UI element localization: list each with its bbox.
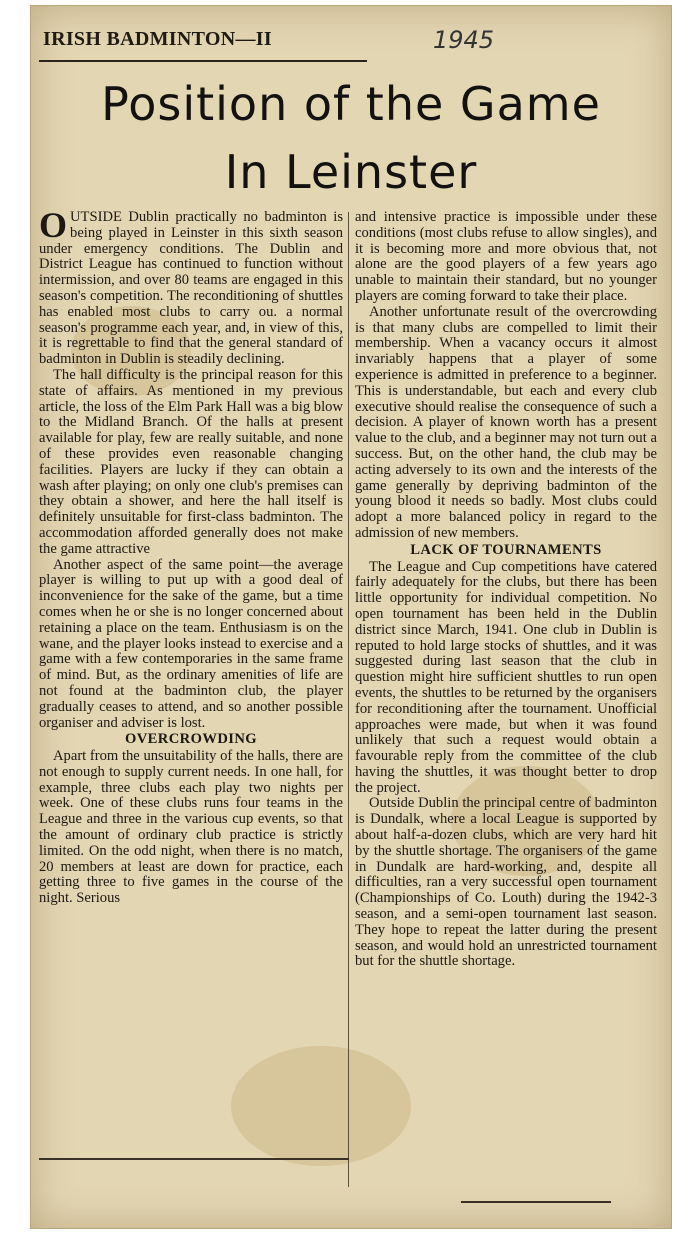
headline-line-2: In Leinster (224, 145, 478, 199)
series-title: IRISH BADMINTON—II (43, 28, 272, 50)
paper-stain (231, 1046, 411, 1166)
paragraph: OUTSIDE Dublin practically no badminton is being played in Leinster in this sixth season under emergency conditions. The Dublin and District League has continued to function without intermission, and over 80 teams are engaged in this season's competition. The reconditioning of shuttles has enabled most clubs to carry ou. a normal season's programme each year, and, in view of this, it is regrettable to find that the general standard of badminton in Dublin is steadily declining. (39, 205, 343, 368)
article-column-right (355, 210, 657, 970)
paragraph: The League and Cup competitions have catered fairly adequately for the clubs, but there has been little opportunity for individual competition. No open tournament has been held in the Dublin district since March, 1941. One club in Dublin is reputed to hold large stocks of shuttles, and it was suggested during last season that the club in question might hire sufficient shuttles to run open events, the shuttles to be returned by the organisers for reconditioning after the tournament. Unofficial approaches were made, but when it was found unlikely that such a request would obtain a favourable reply from the committee of the club having the shuttles, it was thought better to drop the project. (355, 558, 657, 796)
end-rule (461, 1201, 611, 1203)
newspaper-clipping (30, 5, 672, 1229)
paragraph: Another aspect of the same point—the average player is willing to put up with a good deal of inconvenience for the sake of the game, but a time comes when he or she is no longer concerned about retaining a place on the team. Enthusiasm is on the wane, and the player looks instead to exercise and a game with a few contemporaries in the same frame of mind. But, as the ordinary amenities of life are not found at the badminton club, the player gradually ceases to attend, and so another possible organiser and adviser is lost. (39, 556, 343, 731)
paragraph: Outside Dublin the principal centre of badminton is Dundalk, where a local League is supported by about half-a-dozen clubs, which are very hard hit by the shuttle shortage. The organisers of the game in Dundalk are hard-working, and, despite all difficulties, ran a very successful open tournament (Championships of Co. Louth) during the 1942-3 season, and a semi-open tournament last season. They hope to repeat the latter during the present season, and would hold an unrestricted tournament but for the shuttle shortage. (355, 795, 657, 970)
column-divider (348, 212, 349, 1187)
handwritten-year: 1945 (433, 26, 495, 54)
paragraph: Another unfortunate result of the overcrowding is that many clubs are compelled to limit their membership. When a vacancy occurs it almost invariably happens that a player of some experience is admitted in preference to a beginner. This is understandable, but each and every club executive should realise the consequence of such a decision. A player of known worth has a present value to the club, and a beginner may not turn out a success. But, on the other hand, the club may be acting adversely to its own and the interests of the game generally by depriving badminton of the young blood it needs so badly. Most clubs could adopt a more balanced policy in regard to the admission of new members. (355, 303, 657, 541)
paragraph: The hall difficulty is the principal reason for this state of affairs. As mentioned in my previous article, the loss of the Elm Park Hall was a big blow to the Midland Branch. Of the halls at present available for play, few are really suitable, and none of these provides even reasonable changing facilities. Players are lucky if they can obtain a wash after playing; on only one club's premises can they obtain a shower, and here the hall itself is definitely unsuitable for first-class badminton. The accommodation afforded generally does not make the game attractive (39, 366, 343, 557)
paragraph: Apart from the unsuitability of the halls, there are not enough to supply current needs. In one hall, for example, three clubs each play two nights per week. One of these clubs runs four teams in the League and three in the various cup events, so that the amount of ordinary club practice is strictly limited. On the odd night, when there is no match, 20 members at least are down for practice, each getting three to five games in the course of the night. Serious (39, 748, 343, 907)
drop-cap: O (39, 205, 68, 245)
end-rule (39, 1158, 349, 1160)
paragraph: and intensive practice is impossible under these conditions (most clubs refuse to allow singles), and it is becoming more and more obvious that, not alone are the good players of a few years ago unable to maintain their standard, but no younger players are coming forward to take their place. (355, 209, 657, 304)
section-heading: LACK OF TOURNAMENTS (410, 541, 602, 558)
section-heading: OVERCROWDING (124, 731, 258, 748)
article-column-left (39, 205, 343, 907)
headline-line-1: Position of the Game (101, 77, 601, 131)
title-rule (39, 60, 367, 62)
headline (31, 70, 671, 206)
